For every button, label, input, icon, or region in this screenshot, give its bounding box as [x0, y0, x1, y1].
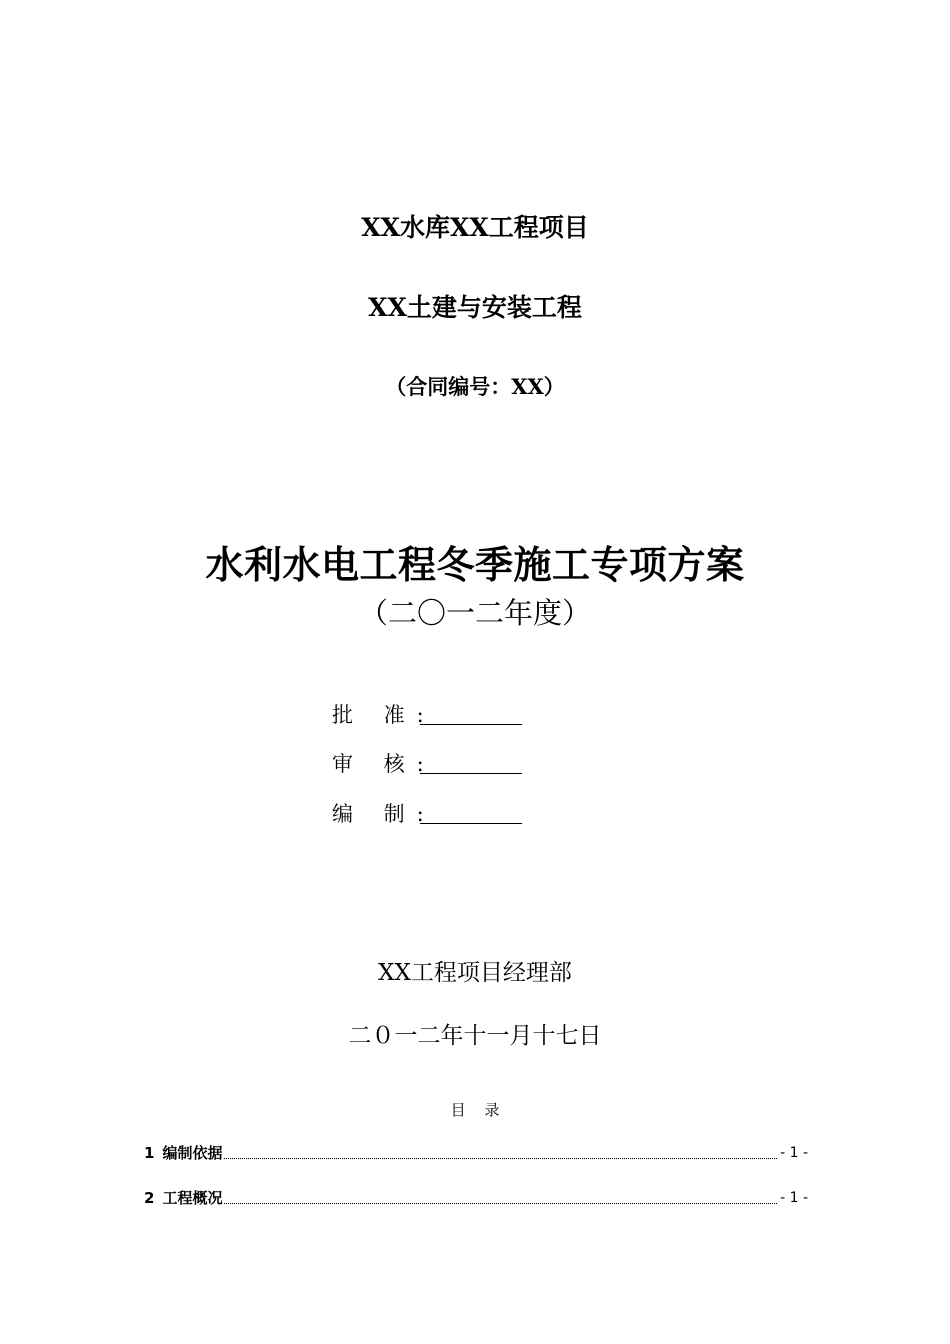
project-title: XX水库XX工程项目 [361, 213, 589, 242]
toc-leader-dots [224, 1157, 777, 1159]
compile-signature-line [420, 823, 522, 824]
organization: XX工程项目经理部 [378, 960, 572, 986]
document-date: 二０一二年十一月十七日 [348, 1023, 602, 1049]
compile-signature-row [332, 796, 436, 832]
toc-entry[interactable] [144, 1186, 808, 1210]
toc-entry-page: - 1 - [780, 1190, 808, 1206]
toc-leader-dots [224, 1202, 777, 1204]
review-signature-line [420, 773, 522, 774]
document-year: （二〇一二年度） [358, 596, 591, 630]
toc-entry[interactable] [144, 1141, 808, 1165]
review-signature-row [332, 746, 436, 782]
approval-label: 批 准: [332, 703, 436, 727]
review-label: 审 核: [332, 752, 436, 776]
toc-entry-number: 2 [144, 1189, 155, 1207]
toc-entry-page: - 1 - [780, 1145, 808, 1161]
approval-signature-line [420, 724, 522, 725]
contract-number: （合同编号：XX） [385, 374, 565, 399]
compile-label: 编 制: [332, 802, 436, 826]
toc-heading: 目 录 [450, 1101, 500, 1119]
approval-signature-row [332, 697, 436, 733]
toc-entry-number: 1 [144, 1144, 155, 1162]
project-subtitle: XX土建与安装工程 [368, 293, 582, 322]
document-title: 水利水电工程冬季施工专项方案 [205, 542, 745, 587]
toc-entry-label: 工程概况 [162, 1189, 223, 1207]
toc-entry-label: 编制依据 [162, 1144, 223, 1162]
